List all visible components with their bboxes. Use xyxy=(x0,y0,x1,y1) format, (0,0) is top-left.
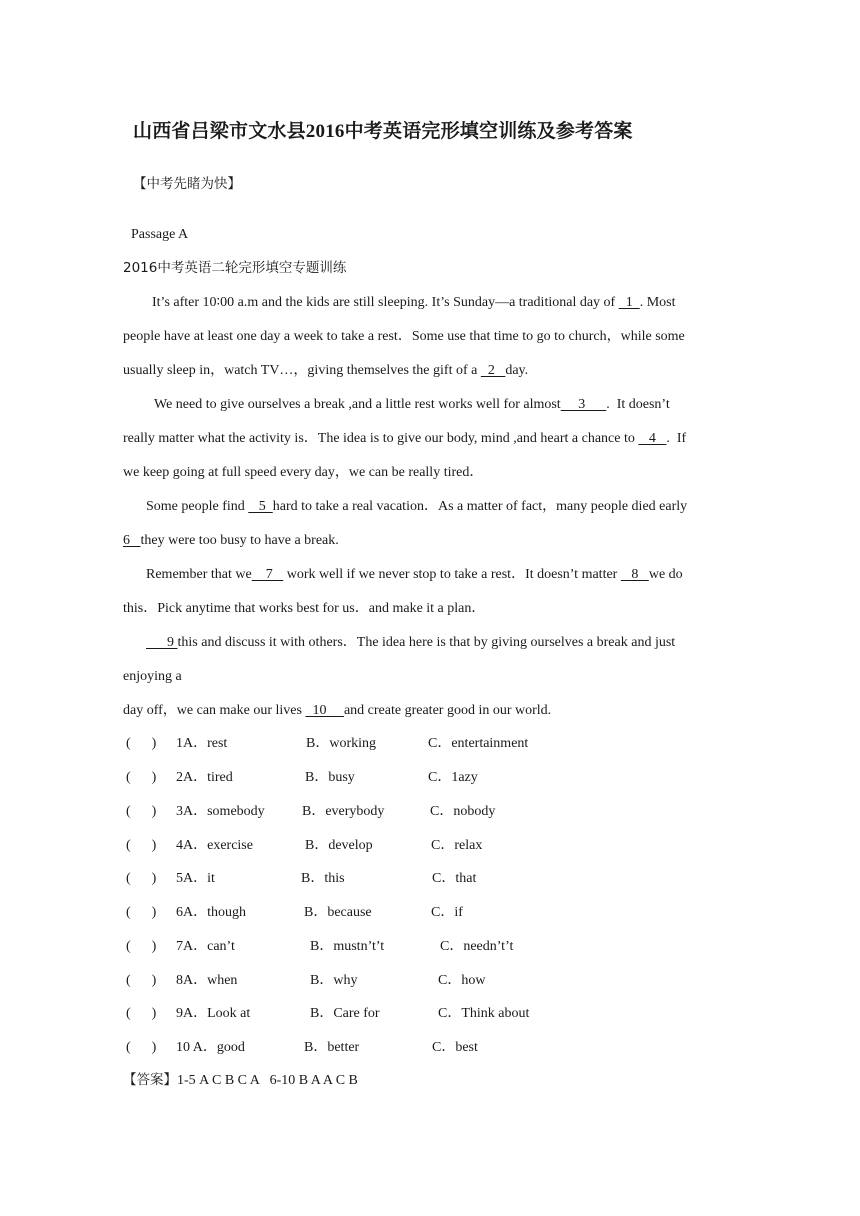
passage-line-1 xyxy=(152,296,676,310)
passage-text: this and discuss it with others．The idea here is that by giving ourselves a break and just xyxy=(177,635,676,650)
option-c: C．if xyxy=(431,905,463,920)
answer-label: 【答案】 xyxy=(123,1072,177,1088)
answer-paren: ( ) xyxy=(126,1040,157,1055)
passage-line-9 xyxy=(146,568,683,582)
blank-10: 10 xyxy=(305,703,344,718)
answer-paren: ( ) xyxy=(126,770,157,785)
passage-text: . Most xyxy=(639,295,676,310)
passage-line-3 xyxy=(123,364,528,378)
passage-text: We need to give ourselves a break ,and a little rest works well for almost xyxy=(154,397,561,412)
passage-line-13 xyxy=(123,704,551,718)
option-c: C．1azy xyxy=(428,770,478,785)
blank-9: 9 xyxy=(146,635,178,650)
blank-8: 8 xyxy=(620,567,649,582)
option-c: C．relax xyxy=(431,838,483,853)
option-b: B．Care for xyxy=(310,1006,380,1021)
answer-text: 1-5 A C B C A 6-10 B A A C B xyxy=(177,1073,358,1088)
passage-text: day. xyxy=(505,363,529,378)
answer-paren: ( ) xyxy=(126,871,157,886)
passage-line-7 xyxy=(146,500,687,514)
answer-paren: ( ) xyxy=(126,973,157,988)
answer-paren: ( ) xyxy=(126,736,157,751)
passage-text: . It doesn’t xyxy=(606,397,670,412)
blank-5: 5 xyxy=(248,499,273,514)
passage-line-5 xyxy=(123,432,686,446)
option-a: 4A．exercise xyxy=(176,838,253,853)
passage-text: they were too busy to have a break. xyxy=(140,533,339,548)
passage-text: . If xyxy=(666,431,687,446)
blank-2: 2 xyxy=(480,363,506,378)
answer-key xyxy=(123,1074,358,1088)
blank-6: 6 xyxy=(123,533,141,548)
option-a: 1A．rest xyxy=(176,736,228,751)
passage-line-2: people have at least one day a week to take a rest．Some use that time to go to church，while some xyxy=(123,329,685,344)
passage-line-12: enjoying a xyxy=(123,669,182,684)
passage-label: Passage A xyxy=(131,227,189,242)
document-title: 山西省吕梁市文水县2016中考英语完形填空训练及参考答案 xyxy=(133,121,633,142)
passage-line-11 xyxy=(146,636,675,650)
option-c: C．needn’t’t xyxy=(440,939,514,954)
passage-line-8 xyxy=(123,534,339,548)
option-a: 7A．can’t xyxy=(176,939,235,954)
option-b: B．develop xyxy=(305,838,373,853)
passage-text: really matter what the activity is．The idea is to give our body, mind ,and heart a chance to xyxy=(123,431,639,446)
passage-line-6: we keep going at full speed every day，we can be really tired． xyxy=(123,465,484,480)
passage-text: hard to take a real vacation．As a matter of fact，many people died early xyxy=(272,499,688,514)
blank-3: 3 xyxy=(560,397,607,412)
passage-line-4 xyxy=(154,398,670,412)
passage-text: usually sleep in，watch TV…，giving themselves the gift of a xyxy=(123,363,481,378)
option-a: 5A．it xyxy=(176,871,215,886)
blank-1: 1 xyxy=(618,295,640,310)
blank-7: 7 xyxy=(251,567,284,582)
passage-text: It’s after 10∶00 a.m and the kids are still sleeping. It’s Sunday—a traditional day of xyxy=(152,295,619,310)
passage-text: and create greater good in our world. xyxy=(343,703,552,718)
option-a: 6A．though xyxy=(176,905,246,920)
passage-text: Remember that we xyxy=(146,567,252,582)
option-c: C．how xyxy=(438,973,486,988)
option-c: C．entertainment xyxy=(428,736,529,751)
answer-paren: ( ) xyxy=(126,905,157,920)
option-a: 10 A．good xyxy=(176,1040,245,1055)
option-b: B．why xyxy=(310,973,358,988)
option-b: B．this xyxy=(301,871,345,886)
option-b: B．better xyxy=(304,1040,360,1055)
option-b: B．mustn’t’t xyxy=(310,939,385,954)
answer-paren: ( ) xyxy=(126,939,157,954)
subtitle: 2016中考英语二轮完形填空专题训练 xyxy=(123,260,347,276)
option-c: C．Think about xyxy=(438,1006,530,1021)
option-b: B．everybody xyxy=(302,804,385,819)
option-b: B．working xyxy=(306,736,376,751)
passage-text: work well if we never stop to take a rest．It doesn’t matter xyxy=(283,567,621,582)
option-b: B．because xyxy=(304,905,372,920)
section-label: 【中考先睹为快】 xyxy=(133,176,241,192)
option-b: B．busy xyxy=(305,770,355,785)
passage-text: day off，we can make our lives xyxy=(123,703,306,718)
option-a: 2A．tired xyxy=(176,770,233,785)
option-c: C．best xyxy=(432,1040,478,1055)
passage-line-10: this．Pick anytime that works best for us．and make it a plan． xyxy=(123,601,486,616)
option-c: C．that xyxy=(432,871,477,886)
blank-4: 4 xyxy=(638,431,667,446)
option-a: 8A．when xyxy=(176,973,238,988)
option-a: 9A．Look at xyxy=(176,1006,251,1021)
answer-paren: ( ) xyxy=(126,838,157,853)
answer-paren: ( ) xyxy=(126,1006,157,1021)
option-c: C．nobody xyxy=(430,804,496,819)
passage-text: we do xyxy=(648,567,683,582)
option-a: 3A．somebody xyxy=(176,804,265,819)
answer-paren: ( ) xyxy=(126,804,157,819)
passage-text: Some people find xyxy=(146,499,249,514)
